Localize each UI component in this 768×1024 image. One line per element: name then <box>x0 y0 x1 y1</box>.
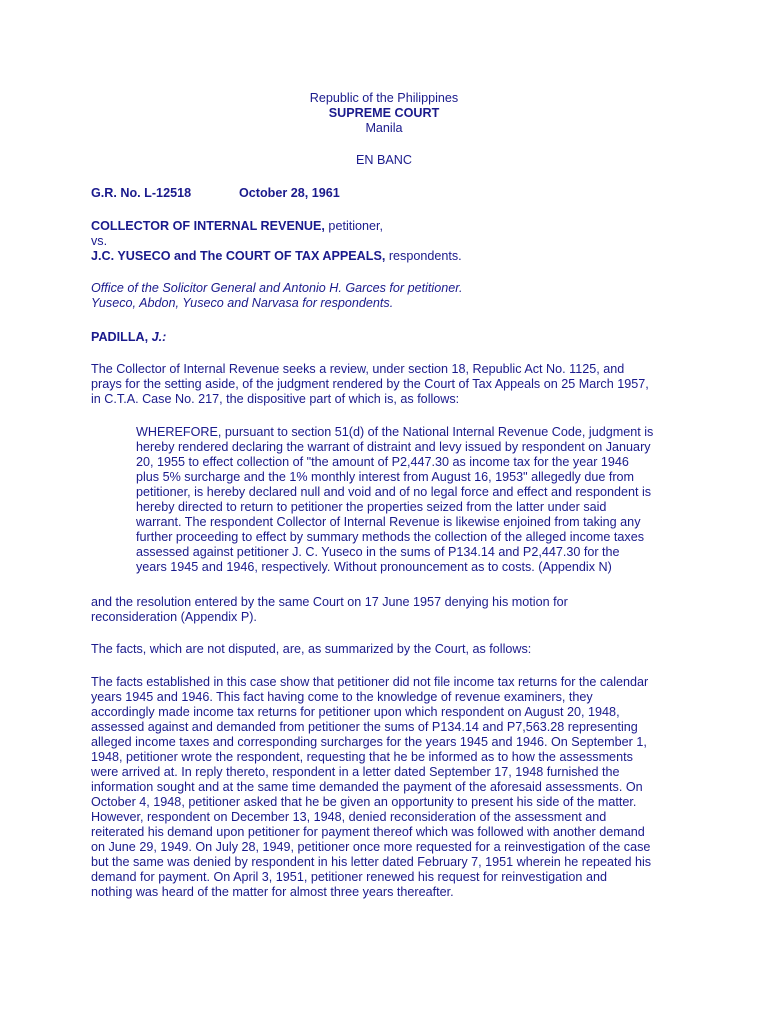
text-line: assessed against and demanded from petitioner the sums of P134.14 and P7,563.28 representing <box>91 720 638 734</box>
ponente <box>91 330 691 345</box>
case-heading <box>91 186 691 201</box>
text-line: alleged income taxes and corresponding surcharges for the years 1945 and 1946. On September 1, <box>91 735 647 749</box>
ponente-name: PADILLA, <box>91 330 149 344</box>
text-line: on June 29, 1949. On July 28, 1949, petitioner once more requested for a reinvestigation of the case <box>91 840 651 854</box>
text-line: prays for the setting aside, of the judgment rendered by the Court of Tax Appeals on 25 March 1957, <box>91 377 649 391</box>
text-line: The facts, which are not disputed, are, as summarized by the Court, as follows: <box>91 642 532 656</box>
text-line: assessed against petitioner J. C. Yuseco in the sums of P134.14 and P2,447.30 for the <box>136 545 620 559</box>
ponente-title: J.: <box>148 330 167 344</box>
text-line: However, respondent on December 13, 1948, denied reconsideration of the assessment and <box>91 810 607 824</box>
republic-line: Republic of the Philippines <box>309 91 459 105</box>
text-line: petitioner, is hereby declared null and void and of no legal force and effect and respondent is <box>136 485 652 499</box>
paragraph-resolution <box>91 595 691 625</box>
text-line: 1948, petitioner wrote the respondent, requesting that he be informed as to how the assessments <box>91 750 633 764</box>
text-line: further proceeding to effect by summary methods the collection of the alleged income taxes <box>136 530 644 544</box>
city-line: Manila <box>365 121 403 135</box>
text-line: hereby directed to return to petitioner the properties seized from the latter under said <box>136 500 607 514</box>
counsel-respondents: Yuseco, Abdon, Yuseco and Narvasa for respondents. <box>91 296 394 310</box>
text-line: accordingly made income tax returns for petitioner upon which respondent on August 20, 1948, <box>91 705 620 719</box>
counsel-petitioner: Office of the Solicitor General and Antonio H. Garces for petitioner. <box>91 281 463 295</box>
text-line: warrant. The respondent Collector of Internal Revenue is likewise enjoined from taking any <box>136 515 641 529</box>
text-line: reiterated his demand upon petitioner for payment thereof which was followed with another demand <box>91 825 645 839</box>
text-line: demand for payment. On April 3, 1951, petitioner renewed his request for reinvestigation and <box>91 870 607 884</box>
text-line: were arrived at. In reply thereto, respondent in a letter dated September 17, 1948 furnished the <box>91 765 620 779</box>
text-line: years 1945 and 1946, respectively. Without pronouncement as to costs. (Appendix N) <box>136 560 612 574</box>
text-line: but the same was denied by respondent in his letter dated February 7, 1951 wherein he repeated his <box>91 855 652 869</box>
petitioner-line <box>91 219 691 234</box>
text-line: The facts established in this case show that petitioner did not file income tax returns for the calendar <box>91 675 649 689</box>
text-line: information sought and at the same time demanded the payment of the aforesaid assessments. On <box>91 780 643 794</box>
text-line: WHEREFORE, pursuant to section 51(d) of the National Internal Revenue Code, judgment is <box>136 425 654 439</box>
court-name: SUPREME COURT <box>328 106 440 120</box>
case-date: October 28, 1961 <box>239 186 340 200</box>
text-line: October 4, 1948, petitioner asked that he be given an opportunity to present his side of the matter. <box>91 795 637 809</box>
paragraph-facts-intro <box>91 642 691 657</box>
case-number: G.R. No. L-12518 <box>91 186 192 200</box>
dispositive-quote <box>136 425 686 575</box>
text-line: 20, 1955 to effect collection of "the amount of P2,447.30 as income tax for the year 1946 <box>136 455 629 469</box>
text-line: and the resolution entered by the same Court on 17 June 1957 denying his motion for <box>91 595 568 609</box>
paragraph-facts <box>91 675 691 900</box>
text-line: The Collector of Internal Revenue seeks a review, under section 18, Republic Act No. 1125, and <box>91 362 625 376</box>
petitioner-role: petitioner, <box>324 219 384 233</box>
respondent-line <box>91 249 691 264</box>
division-line: EN BANC <box>356 153 412 167</box>
versus-line: vs. <box>91 234 108 248</box>
paragraph-intro <box>91 362 691 407</box>
respondent-name: J.C. YUSECO and The COURT OF TAX APPEALS, <box>91 249 386 263</box>
petitioner-name: COLLECTOR OF INTERNAL REVENUE, <box>91 219 325 233</box>
text-line: reconsideration (Appendix P). <box>91 610 257 624</box>
text-line: in C.T.A. Case No. 217, the dispositive part of which is, as follows: <box>91 392 460 406</box>
text-line: years 1945 and 1946. This fact having come to the knowledge of revenue examiners, they <box>91 690 593 704</box>
text-line: plus 5% surcharge and the 1% monthly interest from August 16, 1953" allegedly due from <box>136 470 635 484</box>
respondent-role: respondents. <box>385 249 462 263</box>
text-line: nothing was heard of the matter for almost three years thereafter. <box>91 885 454 899</box>
text-line: hereby rendered declaring the warrant of distraint and levy issued by respondent on January <box>136 440 651 454</box>
